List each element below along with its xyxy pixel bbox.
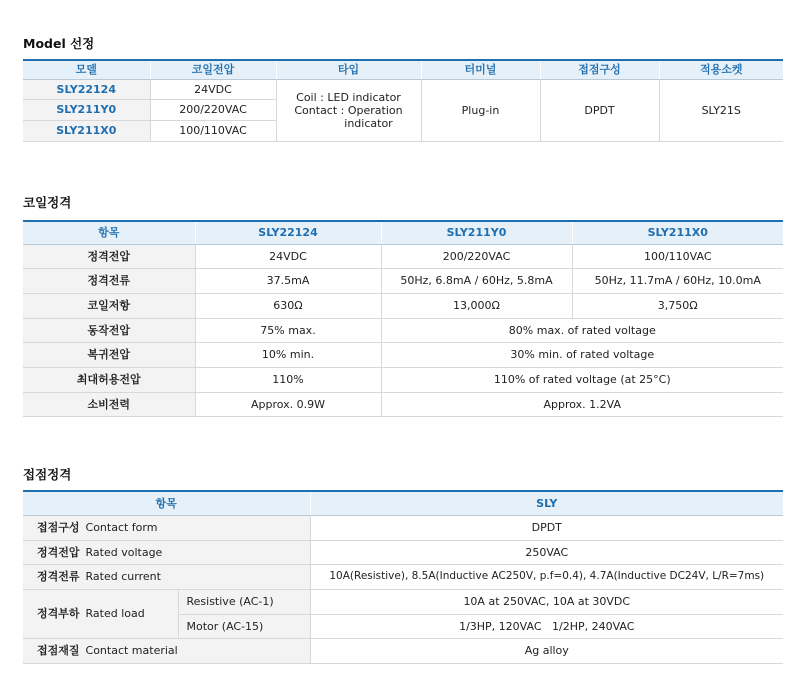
cell-value: 100/110VAC [572,244,783,268]
cell-value: 75% max. [195,318,381,342]
coil-table [23,220,783,417]
type-line: indicator [344,116,393,130]
cell-value: 250VAC [310,540,783,564]
header-terminal: 터미널 [421,60,540,79]
coil-section-title: 코일정격 [23,195,72,210]
row-label: 동작전압 [23,318,195,342]
cell-value: 10A at 250VAC, 10A at 30VDC [310,589,783,614]
model-section-title: Model 선정 [23,36,95,51]
model-name: SLY22124 [23,79,150,99]
row-label-en: Rated current [85,570,161,583]
cell-value: 10A(Resistive), 8.5A(Inductive AC250V, p.f=0.4), 4.7A(Inductive DC24V, L/R=7ms) [310,564,783,589]
header-socket: 적용소켓 [659,60,783,79]
table-row [23,638,783,663]
table-row [23,540,783,564]
contact-header-row [23,491,783,515]
contact-section-title: 접점정격 [23,467,72,482]
row-label-en: Rated voltage [85,545,163,559]
model-name: SLY211Y0 [23,99,150,120]
row-label-en: Contact form [85,521,158,534]
table-row [23,79,783,99]
table-row [23,515,783,540]
header-item: 항목 [23,491,310,515]
row-label [23,638,310,663]
header-item: 항목 [23,221,195,244]
coil-voltage: 200/220VAC [150,99,276,120]
row-label: 최대허용전압 [23,367,195,392]
contact-cell: DPDT [540,79,659,141]
row-label: 코일저항 [23,293,195,318]
header-type: 타입 [276,60,421,79]
coil-header-row [23,221,783,244]
type-cell [276,79,421,141]
cell-value: 50Hz, 11.7mA / 60Hz, 10.0mA [572,268,783,293]
row-label [23,515,310,540]
cell-value: 50Hz, 6.8mA / 60Hz, 5.8mA [381,268,572,293]
cell-value: 37.5mA [195,268,381,293]
cell-value: 13,000Ω [381,293,572,318]
coil-voltage: 24VDC [150,79,276,99]
cell-value: 110% of rated voltage (at 25°C) [381,367,783,392]
row-label [23,540,310,564]
cell-value: 10% min. [195,342,381,367]
cell-value: 30% min. of rated voltage [381,342,783,367]
terminal-cell: Plug-in [421,79,540,141]
row-label: 소비전력 [23,392,195,416]
table-row [23,268,783,293]
header-sly211y0: SLY211Y0 [381,221,572,244]
row-label: 정격전류 [23,268,195,293]
row-label-en: Contact material [85,644,178,657]
sub-label: Resistive (AC-1) [178,589,310,614]
cell-value: 630Ω [195,293,381,318]
header-sly22124: SLY22124 [195,221,381,244]
type-line: Contact : Operation [294,103,403,117]
coil-voltage: 100/110VAC [150,120,276,141]
row-label-ko: 정격전류 [37,570,80,583]
row-label-en: Rated load [85,607,145,620]
row-label-ko: 접점구성 [37,521,80,534]
row-label-ko: 정격전압 [37,545,80,559]
header-model: 모델 [23,60,150,79]
table-row [23,342,783,367]
model-name: SLY211X0 [23,120,150,141]
cell-value: 200/220VAC [381,244,572,268]
table-row [23,589,783,614]
row-label [23,589,178,638]
cell-value: 1/3HP, 120VAC 1/2HP, 240VAC [310,614,783,638]
header-coil-voltage: 코일전압 [150,60,276,79]
cell-value: 24VDC [195,244,381,268]
table-row [23,293,783,318]
socket-cell: SLY21S [659,79,783,141]
sub-label: Motor (AC-15) [178,614,310,638]
table-row [23,318,783,342]
model-table [23,59,783,142]
header-contact: 접점구성 [540,60,659,79]
table-row [23,367,783,392]
cell-value: 80% max. of rated voltage [381,318,783,342]
type-line: Coil : LED indicator [296,90,401,104]
table-row [23,244,783,268]
cell-value: Approx. 0.9W [195,392,381,416]
cell-value: Approx. 1.2VA [381,392,783,416]
header-sly: SLY [310,491,783,515]
row-label: 정격전압 [23,244,195,268]
cell-value: Ag alloy [310,638,783,663]
contact-table [23,490,783,664]
header-sly211x0: SLY211X0 [572,221,783,244]
row-label: 복귀전압 [23,342,195,367]
cell-value: 110% [195,367,381,392]
cell-value: 3,750Ω [572,293,783,318]
model-header-row [23,60,783,79]
table-row [23,392,783,416]
row-label-ko: 정격부하 [37,607,80,620]
row-label [23,564,310,589]
row-label-ko: 접점재질 [37,644,80,657]
table-row [23,564,783,589]
cell-value: DPDT [310,515,783,540]
